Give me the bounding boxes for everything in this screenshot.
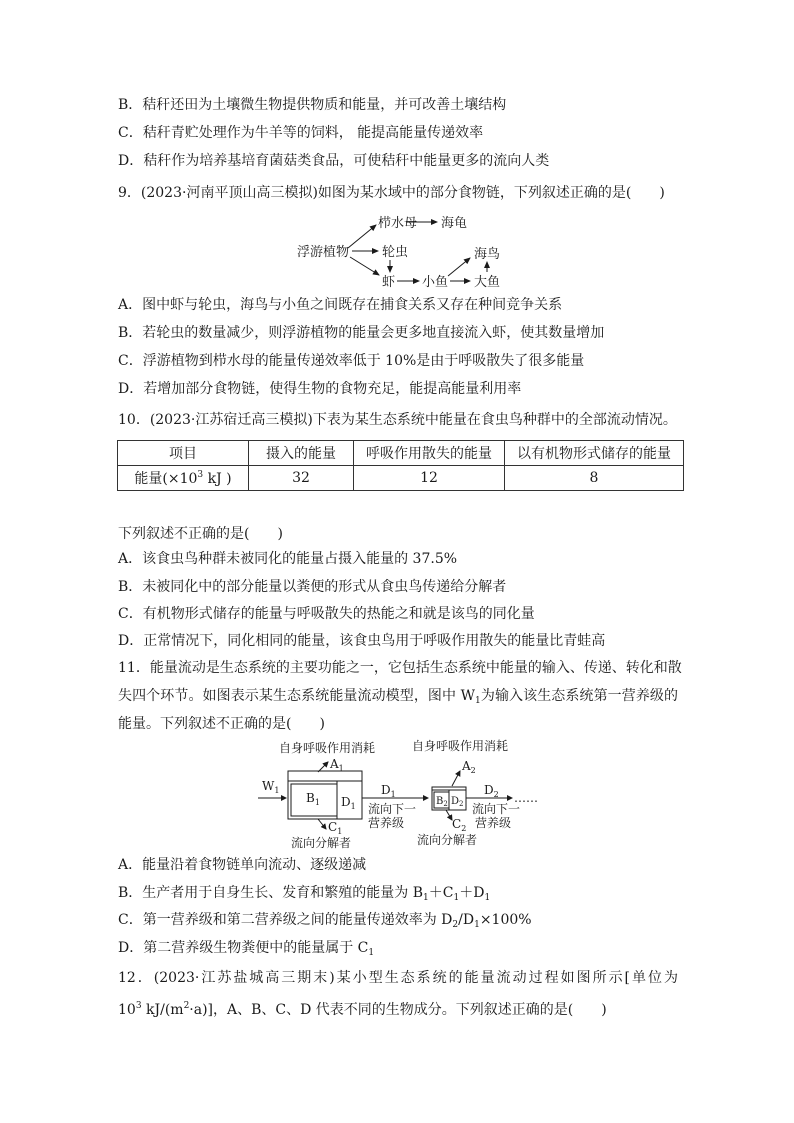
- label-d2-flow: $D_2$: [484, 783, 499, 799]
- table-header: 项目: [118, 441, 249, 466]
- table-cell: 8: [505, 466, 684, 491]
- table-header: 呼吸作用散失的能量: [354, 441, 505, 466]
- table-row: [118, 466, 684, 491]
- q8-option-c: C．秸秆青贮处理作为牛羊等的饲料， 能提高能量传递效率: [118, 125, 484, 141]
- q10-energy-table: [117, 440, 684, 491]
- resp-label-2: 自身呼吸作用消耗: [412, 739, 509, 753]
- q11-option-d: D．第二营养级生物粪便中的能量属于 $C_1$: [118, 940, 375, 958]
- label-a2: $A_2$: [462, 759, 476, 775]
- arrow-to-a2: [452, 771, 460, 786]
- node-big-fish: 大鱼: [474, 275, 501, 290]
- q11-option-b: B．生产者用于自身生长、发育和繁殖的能量为 $B_1+C_1+D_1$: [118, 885, 491, 903]
- level1-box: [288, 771, 362, 819]
- label-c1: $C_1$: [328, 820, 343, 836]
- q11-stem-line-1: 11．能量流动是生态系统的主要功能之一，它包括生态系统中能量的输入、传递、转化和散: [118, 660, 682, 676]
- q9-option-c: C．浮游植物到栉水母的能量传递效率低于 10%是由于呼吸散失了很多能量: [118, 353, 585, 369]
- next-label-2b: 营养级: [475, 816, 512, 830]
- node-jellyfish: 栉水母: [378, 216, 418, 231]
- decomposer-label-1: 流向分解者: [291, 836, 352, 850]
- q9-stem: 9．(2023·河南平顶山高三模拟)如图为某水域中的部分食物链，下列叙述正确的是( ): [118, 185, 665, 201]
- q10-option-a: A．该食虫鸟种群未被同化的能量占摄入能量的 37.5%: [118, 551, 458, 567]
- table-header-row: [118, 441, 684, 466]
- label-d1-inner: $D_1$: [341, 795, 356, 811]
- node-small-fish: 小鱼: [422, 275, 449, 290]
- next-label-1a: 流向下一: [368, 802, 417, 816]
- q10-option-d: D．正常情况下，同化相同的能量，该食虫鸟用于呼吸作用散失的能量比青蛙高: [118, 633, 606, 649]
- label-b2: $B_2$: [436, 796, 448, 808]
- q11-stem-line-3: 能量。下列叙述不正确的是( ): [118, 716, 325, 732]
- q8-option-d: D．秸秆作为培养基培育菌菇类食品，可使秸秆中能量更多的流向人类: [118, 153, 550, 169]
- q10-option-b: B．未被同化中的部分能量以粪便的形式从食虫鸟传递给分解者: [118, 579, 507, 595]
- label-c2: $C_2$: [452, 817, 467, 833]
- q10-stem: 10．(2023·江苏宿迁高三模拟)下表为某生态系统中能量在食虫鸟种群中的全部流动情况。: [118, 412, 677, 428]
- label-w1: $W_1$: [262, 779, 280, 795]
- label-d1-flow: $D_1$: [381, 783, 396, 799]
- q8-option-b: B．秸秆还田为土壤微生物提供物质和能量，并可改善土壤结构: [118, 97, 507, 113]
- q11-option-a: A．能量沿着食物链单向流动、逐级递减: [118, 857, 367, 873]
- node-seabird: 海鸟: [474, 247, 501, 262]
- node-rotifer: 轮虫: [382, 245, 409, 260]
- q9-food-web-diagram: [0, 210, 794, 305]
- q10-question: 下列叙述不正确的是( ): [118, 526, 283, 542]
- q9-option-b: B．若轮虫的数量减少，则浮游植物的能量会更多地直接流入虾，使其数量增加: [118, 325, 605, 341]
- q9-option-d: D．若增加部分食物链，使得生物的食物充足，能提高能量利用率: [118, 381, 522, 397]
- q10-option-c: C．有机物形式储存的能量与呼吸散失的热能之和就是该鸟的同化量: [118, 606, 535, 622]
- table-cell: 32: [249, 466, 354, 491]
- arrow-smallfish-seabird: [448, 258, 470, 276]
- arrow-plankton-jellyfish: [348, 225, 376, 248]
- next-label-1b: 营养级: [368, 816, 405, 830]
- label-d2-inner: $D_2$: [451, 796, 464, 808]
- q12-stem-line-1: 12．(2023·江苏盐城高三期末)某小型生态系统的能量流动过程如图所示[单位为: [118, 970, 678, 986]
- table-header: 以有机物形式储存的能量: [505, 441, 684, 466]
- decomposer-label-2: 流向分解者: [417, 833, 478, 847]
- table-row-label: 能量($\times 10^3$ kJ ): [118, 466, 249, 491]
- label-a1: $A_1$: [330, 757, 344, 773]
- table-header: 摄入的能量: [249, 441, 354, 466]
- arrow-plankton-shrimp: [350, 257, 379, 275]
- q9-option-a: A．图中虾与轮虫，海鸟与小鱼之间既存在捕食关系又存在种间竞争关系: [118, 297, 563, 313]
- arrow-to-c1: [318, 819, 326, 829]
- node-turtle: 海龟: [441, 216, 468, 231]
- table-cell: 12: [354, 466, 505, 491]
- q11-energy-flow-diagram: [0, 738, 794, 853]
- resp-label-1: 自身呼吸作用消耗: [279, 741, 376, 755]
- q12-stem-line-2: $10^3$ $kJ/(m^2\cdot a)$]，A、B、C、D 代表不同的生物成分。下列叙述正确的是( ): [118, 1001, 607, 1018]
- node-shrimp: 虾: [382, 275, 396, 290]
- next-label-2a: 流向下一: [472, 802, 521, 816]
- label-b1: $B_1$: [306, 791, 320, 807]
- q11-stem-line-2: 失四个环节。如图表示某生态系统能量流动模型，图中 $W_1$为输入该生态系统第一营养级的: [118, 688, 679, 706]
- ellipsis: ……: [514, 791, 538, 805]
- node-plankton: 浮游植物: [297, 245, 350, 260]
- q11-option-c: C．第一营养级和第二营养级之间的能量传递效率为 $D_2/D_1\times 100\%$: [118, 912, 532, 930]
